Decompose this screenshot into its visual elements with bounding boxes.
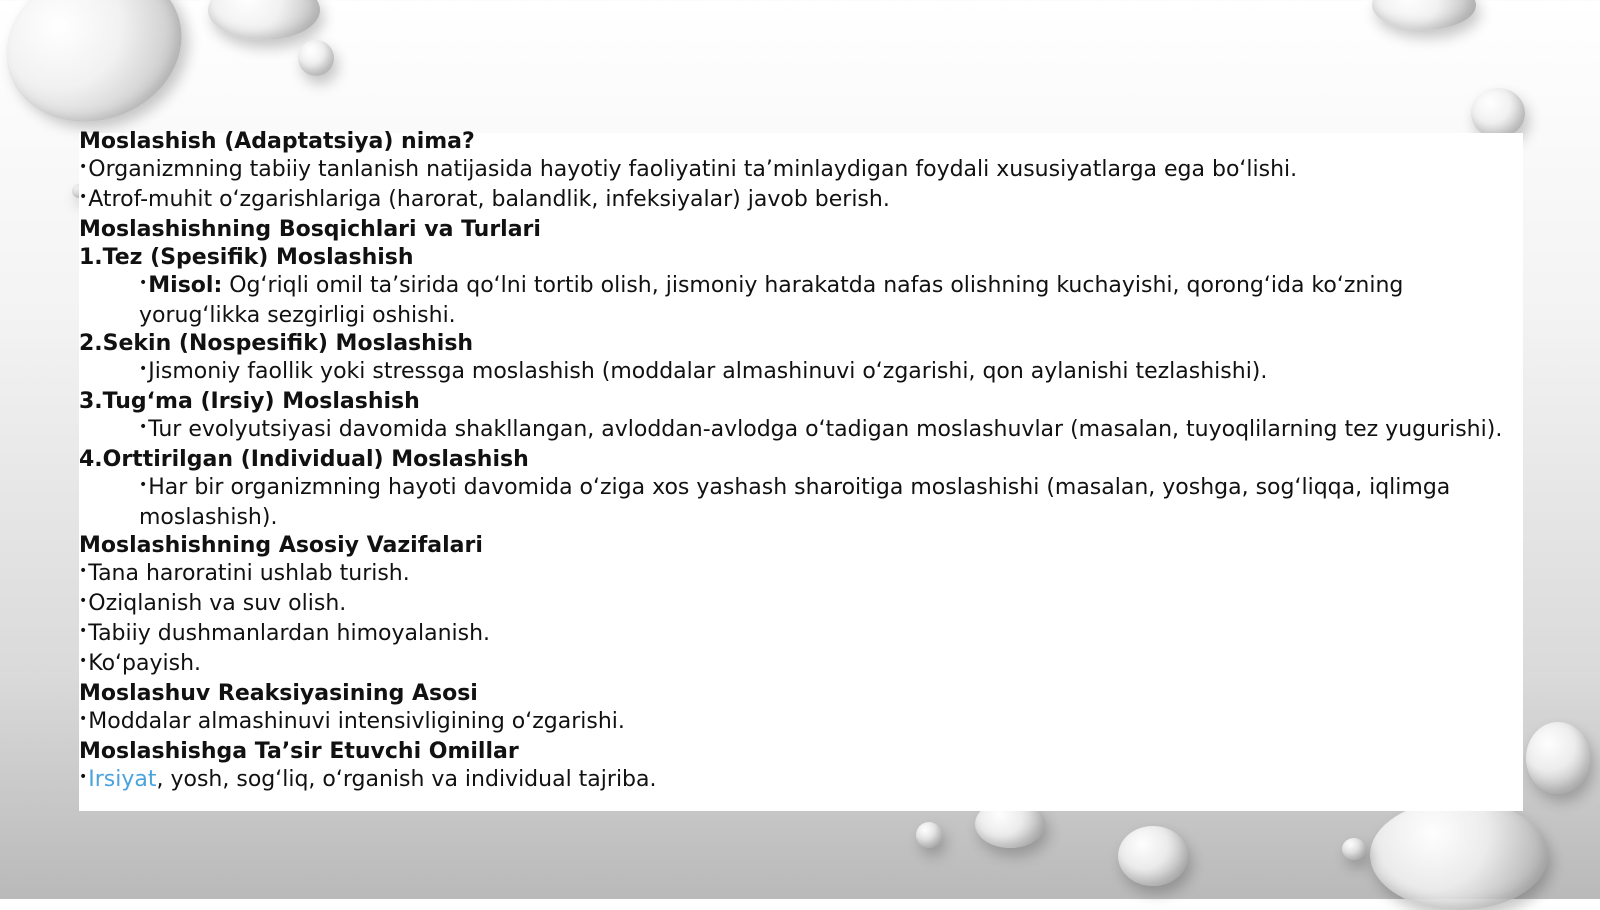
water-drop-decoration <box>1526 722 1590 794</box>
bullet-item: • Oziqlanish va suv olish. <box>79 590 1519 620</box>
bullet-text: Og‘riqli omil ta’sirida qo‘lni tortib olish, jismoniy harakatda nafas olishning kuchayishi, qorong‘ida ko‘zning yorug‘likka sezgirligi oshishi. <box>139 273 1404 328</box>
sub-bullet-item: • Jismoniy faollik yoki stressga moslashish (moddalar almashinuvi o‘zgarishi, qon aylanishi tezlashishi). <box>79 358 1519 388</box>
bullet-item <box>79 766 1519 796</box>
slide-text <box>79 128 1519 796</box>
bullet-item: • Moddalar almashinuvi intensivligining o‘zgarishi. <box>79 708 1519 738</box>
water-drop-decoration <box>1342 838 1366 860</box>
sub-bullet-item <box>79 272 1519 330</box>
section-heading: 2.Sekin (Nospesifik) Moslashish <box>79 331 474 356</box>
water-drop-decoration <box>916 822 942 848</box>
bullet-item: • Ko‘payish. <box>79 650 1519 680</box>
bullet-text: , yosh, sog‘liq, o‘rganish va individual tajriba. <box>156 767 657 792</box>
water-drop-decoration <box>208 0 320 40</box>
section-heading: Moslashish (Adaptatsiya) nima? <box>79 129 475 154</box>
bold-label: Misol: <box>148 273 223 298</box>
bullet-item: • Tana haroratini ushlab turish. <box>79 560 1519 590</box>
section-heading: 1.Tez (Spesifik) Moslashish <box>79 245 414 270</box>
section-heading: Moslashuv Reaksiyasining Asosi <box>79 681 478 706</box>
water-drop-decoration <box>1370 800 1548 910</box>
irsiyat-link[interactable]: Irsiyat <box>88 767 157 792</box>
section-heading: Moslashishning Bosqichlari va Turlari <box>79 217 541 242</box>
bullet-item: • Organizmning tabiiy tanlanish natijasida hayotiy faoliyatini ta’minlaydigan foydali xususiyatlarga ega bo‘lishi. <box>79 156 1519 186</box>
bullet-item: • Tabiiy dushmanlardan himoyalanish. <box>79 620 1519 650</box>
section-heading: 4.Orttirilgan (Individual) Moslashish <box>79 447 529 472</box>
sub-bullet-item: • Har bir organizmning hayoti davomida o‘ziga xos yashash sharoitiga moslashishi (masalan, yoshga, sog‘liqqa, iqlimga moslashish). <box>79 474 1519 532</box>
section-heading: 3.Tug‘ma (Irsiy) Moslashish <box>79 389 420 414</box>
section-heading: Moslashishga Ta’sir Etuvchi Omillar <box>79 739 519 764</box>
section-heading: Moslashishning Asosiy Vazifalari <box>79 533 483 558</box>
water-drop-decoration <box>0 0 203 146</box>
bullet-item: • Atrof-muhit o‘zgarishlariga (harorat, balandlik, infeksiyalar) javob berish. <box>79 186 1519 216</box>
sub-bullet-item: • Tur evolyutsiyasi davomida shakllangan, avloddan-avlodga o‘tadigan moslashuvlar (masalan, tuyoqlilarning tez yugurishi). <box>79 416 1519 446</box>
water-drop-decoration <box>1118 826 1188 886</box>
water-drop-decoration <box>298 40 334 76</box>
water-drop-decoration <box>1372 0 1476 30</box>
